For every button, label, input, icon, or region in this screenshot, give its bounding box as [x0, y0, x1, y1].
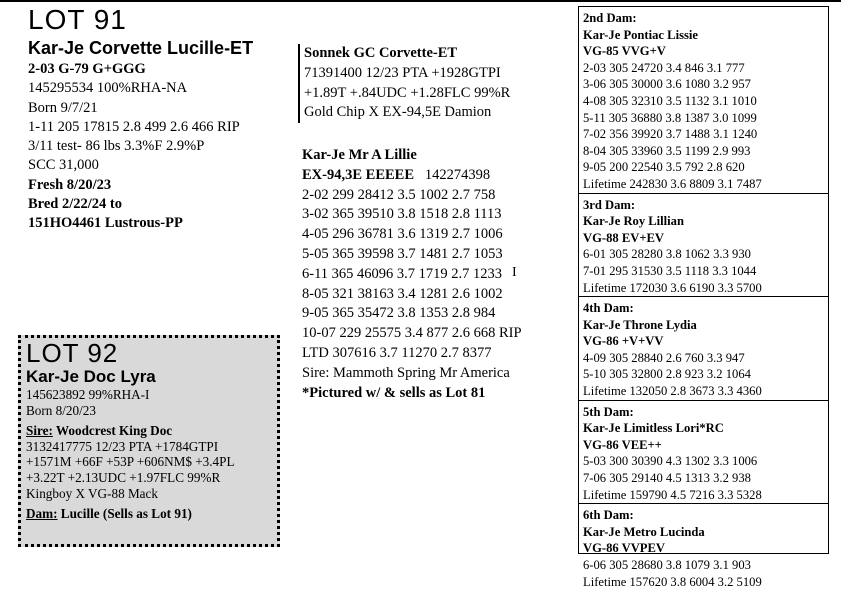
- pedigree-heading: 3rd Dam:: [583, 197, 636, 212]
- pedigree-record-row: 6-06 305 28680 3.8 1079 3.1 903: [583, 558, 751, 572]
- pedigree-heading: 2nd Dam:: [583, 11, 637, 25]
- pedigree-cow-name: Kar-Je Limitless Lori*RC: [583, 421, 724, 436]
- pedigree-record-row: 5-11 305 36880 3.8 1387 3.0 1099: [583, 110, 757, 125]
- dam-record-row: 3-02 365 39510 3.8 1518 2.8 1113: [302, 206, 502, 223]
- lot-91-line: Bred 2/22/24 to: [28, 196, 122, 213]
- lot-92-sire-line: 3132417775 12/23 PTA +1784GTPI: [26, 438, 219, 454]
- pedigree-record-row: 5-10 305 32800 2.8 923 3.2 1064: [583, 367, 751, 382]
- pedigree-section: [579, 193, 828, 297]
- dam-record-row: 4-05 296 36781 3.6 1319 2.7 1006: [302, 226, 503, 243]
- lot-91-line: Fresh 8/20/23: [28, 176, 112, 193]
- pedigree-score: VG-86 +V+VV: [583, 334, 664, 349]
- dam-record-row: 6-11 365 46096 3.7 1719 2.7 1233: [302, 265, 503, 282]
- dam-record-row: LTD 307616 3.7 11270 2.7 8377: [302, 344, 492, 361]
- pedigree-record-row: 8-04 305 33960 3.5 1199 2.9 993: [583, 143, 751, 158]
- lot-92-sire-label: Sire:: [26, 423, 53, 439]
- lot-91-section: [28, 6, 253, 234]
- dam-record-row: 9-05 365 35472 3.8 1353 2.8 984: [302, 305, 496, 322]
- lot-92-dam-label: Dam:: [26, 506, 58, 522]
- dam-record-row: Sire: Mammoth Spring Mr America: [302, 364, 510, 381]
- lot-92-cow-name: Kar-Je Doc Lyra: [26, 367, 156, 386]
- pedigree-score: VG-88 EV+EV: [583, 230, 664, 245]
- dam-score: EX-94,3E EEEEE: [302, 166, 414, 183]
- lot-92-section: [18, 335, 280, 547]
- lot-91-cow-name: Kar-Je Corvette Lucille-ET: [28, 38, 254, 58]
- lot-92-sire-line: +3.22T +2.13UDC +1.97FLC 99%R: [26, 469, 221, 485]
- pedigree-score: VG-86 VEE++: [583, 437, 662, 452]
- pedigree-record-row: Lifetime 172030 3.6 6190 3.3 5700: [583, 280, 762, 295]
- dam-record-row: 8-05 321 38163 3.4 1281 2.6 1002: [302, 285, 503, 302]
- pedigree-cow-name: Kar-Je Roy Lillian: [583, 214, 684, 229]
- sire-line: 71391400 12/23 PTA +1928GTPI: [304, 64, 501, 81]
- pedigree-record-row: Lifetime 159790 4.5 7216 3.3 5328: [583, 487, 762, 502]
- pedigree-section: [579, 400, 828, 504]
- lot-92-sire-name: Woodcrest King Doc: [52, 423, 173, 439]
- dam-record-row: 10-07 229 25575 3.4 877 2.6 668 RIP: [302, 325, 522, 342]
- lot-91-line: 2-03 G-79 G+GGG: [28, 61, 146, 77]
- dam-name: Kar-Je Mr A Lillie: [302, 147, 417, 163]
- pedigree-record-row: 3-06 305 30000 3.6 1080 3.2 957: [583, 77, 751, 92]
- lot-92-born: Born 8/20/23: [26, 402, 96, 418]
- lot-91-line: 1-11 205 17815 2.8 499 2.6 466 RIP: [28, 118, 240, 135]
- lot-91-line: SCC 31,000: [28, 157, 99, 174]
- lot-92-sire-line: Kingboy X VG-88 Mack: [26, 485, 158, 501]
- pedigree-record-row: 7-01 295 31530 3.5 1118 3.3 1044: [583, 263, 757, 278]
- pedigree-cow-name: Kar-Je Metro Lucinda: [583, 524, 705, 539]
- lot-91-line: 3/11 test- 86 lbs 3.3%F 2.9%P: [28, 138, 205, 155]
- lot-92-sire-line: +1571M +66F +53P +606NM$ +3.4PL: [26, 454, 235, 470]
- lot-91-line: 145295534 100%RHA-NA: [28, 80, 188, 97]
- sire-line: Gold Chip X EX-94,5E Damion: [304, 104, 492, 121]
- sire-details: [304, 64, 510, 123]
- text-cursor-icon: I: [512, 265, 517, 280]
- pedigree-section: [579, 296, 828, 400]
- dam-record-row: 2-02 299 28412 3.5 1002 2.7 758: [302, 186, 496, 203]
- pedigree-section: [579, 10, 828, 193]
- dam-info: [302, 146, 522, 403]
- lot-91-line: 151HO4461 Lustrous-PP: [28, 215, 183, 232]
- pedigree-record-row: 7-02 356 39920 3.7 1488 3.1 1240: [583, 127, 758, 142]
- dam-reg: 142274398: [424, 166, 491, 183]
- pedigree-record-row: 7-06 305 29140 4.5 1313 3.2 938: [583, 471, 751, 486]
- pedigree-section: [579, 503, 828, 590]
- pedigree-cow-name: Kar-Je Throne Lydia: [583, 317, 697, 332]
- lot-91-title: LOT 91: [28, 4, 127, 35]
- sire-line: +1.89T +.84UDC +1.28FLC 99%R: [304, 84, 511, 101]
- pedigree-record-row: Lifetime 242830 3.6 8809 3.1 7487: [583, 176, 762, 191]
- pedigree-heading: 4th Dam:: [583, 301, 634, 316]
- lot-91-line: Born 9/7/21: [28, 99, 98, 116]
- sire-name: Sonnek GC Corvette-ET: [304, 45, 458, 61]
- pedigree-heading: 6th Dam:: [583, 508, 634, 523]
- pedigree-record-row: 9-05 200 22540 3.5 792 2.8 620: [583, 160, 745, 175]
- lot-91-details: [28, 60, 253, 234]
- dam-records: [302, 186, 522, 384]
- pedigree-record-row: 2-03 305 24720 3.4 846 3.1 777: [583, 60, 745, 75]
- lot-92-title: LOT 92: [26, 338, 119, 368]
- pedigree-record-row: 4-09 305 28840 2.6 760 3.3 947: [583, 350, 745, 365]
- lot-92-reg: 145623892 99%RHA-I: [26, 387, 150, 402]
- lot-92-sire-details: [26, 439, 277, 501]
- lot-92-dam-text: Lucille (Sells as Lot 91): [57, 506, 192, 522]
- dam-record-row: 5-05 365 39598 3.7 1481 2.7 1053: [302, 245, 503, 262]
- pedigree-record-row: 4-08 305 32310 3.5 1132 3.1 1010: [583, 93, 757, 108]
- pedigree-record-row: 6-01 305 28280 3.8 1062 3.3 930: [583, 247, 751, 262]
- pedigree-record-row: Lifetime 157620 3.8 6004 3.2 5109: [583, 574, 762, 589]
- top-rule: [0, 0, 841, 2]
- pedigree-score: VG-86 VVPEV: [583, 541, 665, 556]
- pedigree-heading: 5th Dam:: [583, 404, 634, 419]
- pedigree-record-row: Lifetime 132050 2.8 3673 3.3 4360: [583, 384, 762, 399]
- pedigree-score: VG-85 VVG+V: [583, 44, 666, 59]
- pedigree-record-row: 5-03 300 30390 4.3 1302 3.3 1006: [583, 454, 758, 469]
- pedigree-cow-name: Kar-Je Pontiac Lissie: [583, 27, 698, 42]
- sire-info: [298, 44, 510, 123]
- pedigree-box: [578, 6, 829, 589]
- dam-note: *Pictured w/ & sells as Lot 81: [302, 384, 486, 401]
